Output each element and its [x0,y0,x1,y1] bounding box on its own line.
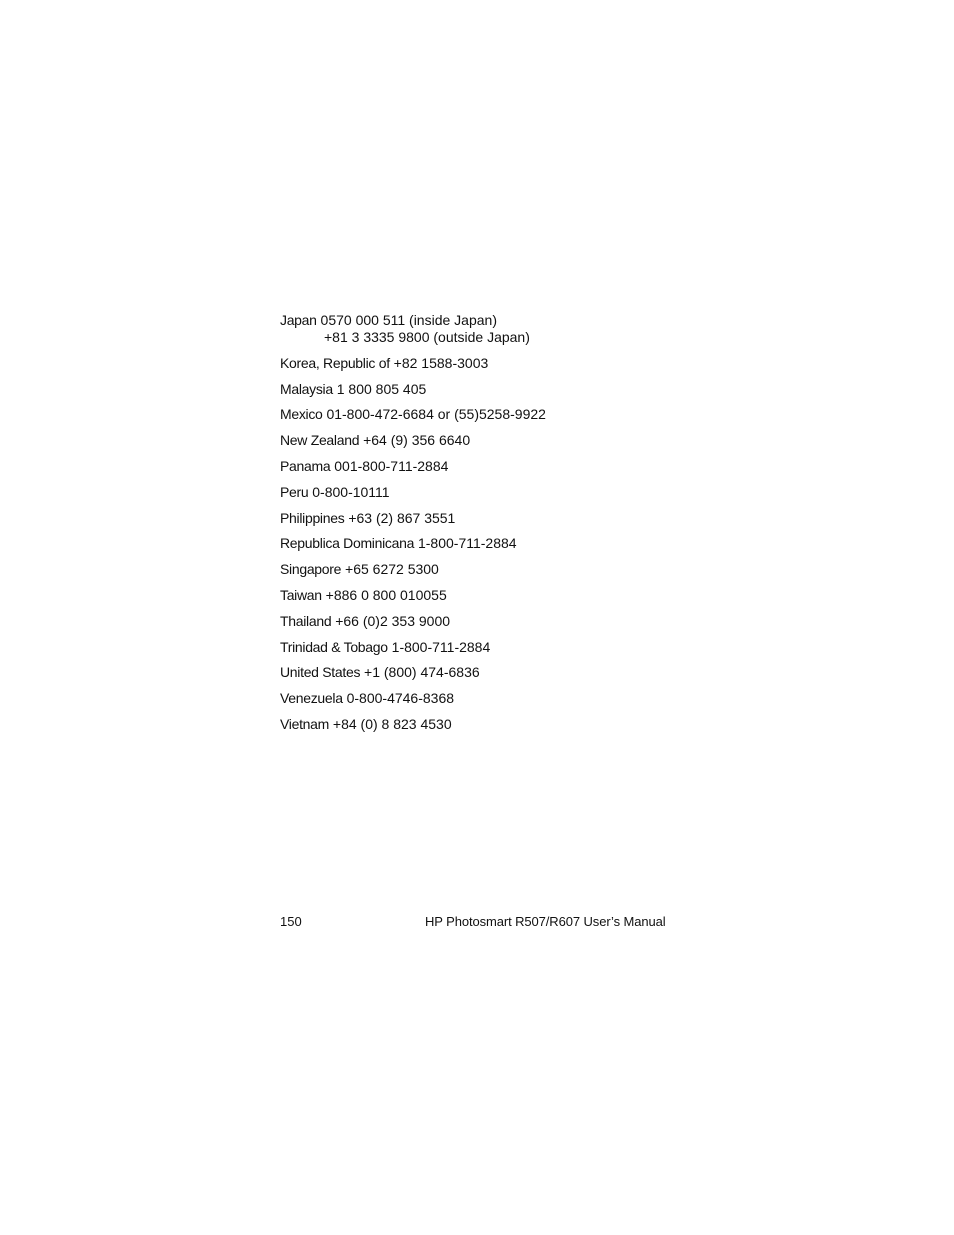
phone-number: +65 6272 5300 [345,561,439,578]
country-name: Malaysia [280,380,333,397]
contact-entry-malaysia [280,381,720,398]
contact-entry-venezuela [280,690,720,707]
country-name: Peru [280,483,309,500]
contact-entry-thailand [280,613,720,630]
phone-number: +64 (9) 356 6640 [363,432,471,449]
phone-number: 0-800-4746-8368 [346,690,455,707]
contact-entry-mexico [280,406,720,423]
phone-number: +1 (800) 474-6836 [364,664,480,681]
phone-number: 0570 000 511 (inside Japan) [320,312,497,328]
phone-number: +63 (2) 867 3551 [348,509,456,526]
phone-number: +886 0 800 010055 [325,586,447,603]
contact-entry-korea [280,355,720,372]
contact-entry-peru [280,484,720,501]
contact-entry-new-zealand [280,432,720,449]
contact-entry-japan [280,312,720,346]
phone-number: +84 (0) 8 823 4530 [332,715,452,732]
country-name: United States [280,664,361,681]
country-name: Mexico [280,406,323,423]
country-name: Trinidad & Tobago [280,638,388,655]
phone-number: 01-800-472-6684 or (55)5258-9922 [326,406,546,423]
contact-entry-panama [280,458,720,475]
manual-title: HP Photosmart R507/R607 User’s Manual [425,914,666,929]
country-name: Venezuela [280,690,343,707]
country-name: Philippines [280,509,345,526]
support-contact-list [280,312,720,742]
contact-entry-vietnam [280,716,720,733]
contact-entry-republica-dominicana [280,535,720,552]
phone-number: +82 1588-3003 [393,354,489,371]
country-name: Vietnam [280,715,330,732]
phone-number: +66 (0)2 353 9000 [335,612,451,629]
phone-number: 001-800-711-2884 [334,457,449,474]
page-number: 150 [280,914,302,929]
country-name: Thailand [280,612,332,629]
phone-number: 0-800-10111 [312,483,390,500]
contact-entry-taiwan [280,587,720,604]
contact-entry-united-states [280,664,720,681]
phone-number-secondary: +81 3 3335 9800 (outside Japan) [324,329,530,345]
phone-number: 1-800-711-2884 [417,535,517,552]
page-footer [280,914,666,934]
contact-entry-trinidad-tobago [280,639,720,656]
country-name: New Zealand [280,432,360,449]
country-name: Republica Dominicana [280,535,415,552]
country-name: Korea, Republic of [280,354,390,371]
phone-number: 1-800-711-2884 [391,638,491,655]
country-name: Taiwan [280,586,322,603]
contact-entry-philippines [280,510,720,527]
country-name: Panama [280,457,331,474]
phone-number: 1 800 805 405 [336,380,427,397]
country-name: Japan [280,312,317,328]
contact-entry-singapore [280,561,720,578]
country-name: Singapore [280,561,342,578]
